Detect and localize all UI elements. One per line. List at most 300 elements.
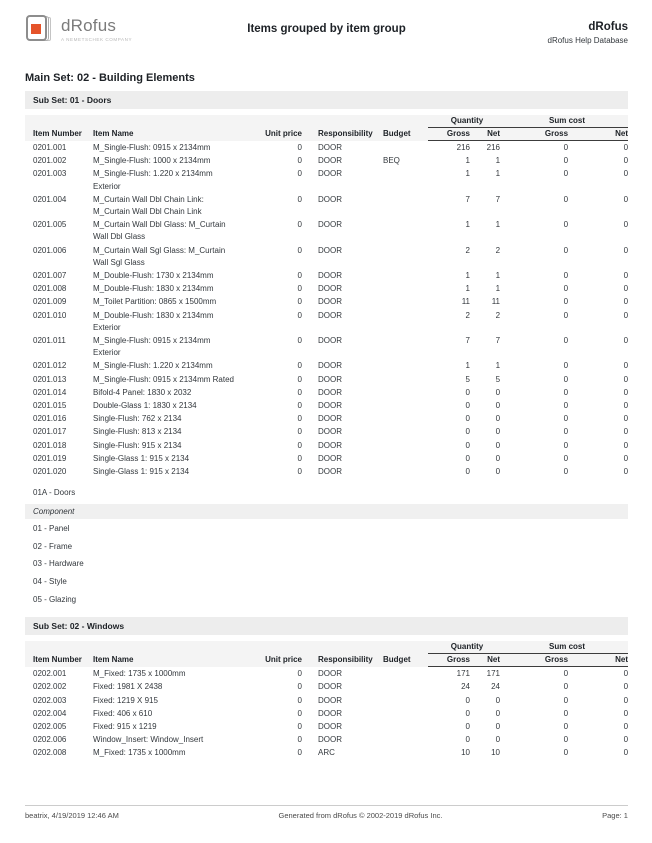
cell-budget (380, 386, 428, 399)
cell-responsibility: DOOR (318, 668, 342, 678)
cell-cost-net: 0 (623, 695, 629, 705)
cell-qty-net: 0 (495, 735, 501, 745)
cell-item-number: 0201.017 (33, 427, 67, 437)
item-row (25, 141, 628, 155)
cell-item-name: M_Fixed: 1735 x 1000mm (93, 668, 186, 678)
group-header: Quantity (428, 115, 506, 128)
cell-qty-gross: 0 (465, 467, 470, 477)
cell-responsibility: DOOR (318, 336, 342, 346)
component-item: 04 - Style (33, 577, 67, 587)
cell-cost-gross: 0 (563, 194, 569, 204)
footer-generated-by: Generated from dRofus © 2002-2019 dRofus Inc. (278, 811, 443, 820)
cell-qty-net: 0 (495, 401, 501, 411)
cell-qty-gross: 2 (465, 310, 470, 320)
component-item: 05 - Glazing (33, 594, 77, 604)
cell-responsibility: DOOR (318, 156, 342, 166)
page-header (25, 14, 628, 62)
col-header: Item Number (25, 654, 85, 667)
item-row (25, 412, 628, 425)
item-row (25, 707, 628, 720)
cell-qty-gross: 7 (465, 336, 470, 346)
cell-qty-net: 0 (495, 427, 501, 437)
cell-cost-gross: 0 (563, 453, 569, 463)
cell-cost-gross: 0 (563, 708, 569, 718)
cell-item-name: M_Single-Flush: 1.220 x 2134mm (93, 361, 213, 371)
cell-budget (380, 439, 428, 452)
cell-responsibility: DOOR (318, 453, 342, 463)
item-row (25, 218, 628, 243)
report-title: Items grouped by item group (247, 23, 406, 35)
logo-brand: dRofus (61, 16, 117, 35)
item-row (25, 439, 628, 452)
cell-cost-gross: 0 (563, 169, 569, 179)
col-header: Gross (506, 654, 576, 667)
col-header: Item Name (85, 128, 250, 141)
footer-user-timestamp: beatrix, 4/19/2019 12:46 AM (25, 811, 119, 820)
cell-cost-net: 0 (623, 310, 629, 320)
cell-budget (380, 412, 428, 425)
item-row (25, 282, 628, 295)
cell-cost-gross: 0 (563, 271, 569, 281)
cell-cost-net: 0 (623, 387, 629, 397)
col-header: Gross (428, 654, 474, 667)
cell-budget (380, 720, 428, 733)
item-row (25, 386, 628, 399)
col-header: Budget (380, 128, 428, 141)
cell-item-number: 0201.020 (33, 467, 67, 477)
cell-qty-gross: 10 (461, 748, 470, 758)
cell-item-number: 0201.004 (33, 194, 67, 204)
item-row (25, 167, 628, 192)
cell-unit-price: 0 (297, 708, 302, 718)
item-row (25, 452, 628, 465)
cell-item-number: 0201.019 (33, 453, 67, 463)
cell-item-name: M_Single-Flush: 0915 x 2134mm Rated (93, 374, 234, 384)
page-footer (25, 805, 628, 820)
cell-unit-price: 0 (297, 142, 302, 152)
cell-cost-net: 0 (623, 194, 629, 204)
cell-budget (380, 694, 428, 707)
cell-responsibility: DOOR (318, 401, 342, 411)
cell-budget (380, 244, 428, 269)
cell-budget (380, 359, 428, 372)
cell-unit-price: 0 (297, 361, 302, 371)
cell-item-name: Single-Flush: 915 x 2134 (93, 440, 182, 450)
item-row (25, 244, 628, 269)
cell-qty-gross: 0 (465, 708, 470, 718)
cell-qty-gross: 5 (465, 374, 470, 384)
cell-qty-gross: 1 (465, 284, 470, 294)
cell-responsibility: DOOR (318, 284, 342, 294)
cell-qty-net: 0 (495, 440, 501, 450)
cell-unit-price: 0 (297, 748, 302, 758)
cell-unit-price: 0 (297, 194, 302, 204)
cell-item-number: 0201.011 (33, 336, 66, 346)
cell-qty-net: 1 (495, 361, 501, 371)
group-header: Sum cost (506, 641, 628, 654)
cell-responsibility: DOOR (318, 361, 342, 371)
cell-cost-net: 0 (623, 271, 629, 281)
cell-cost-net: 0 (623, 297, 629, 307)
cell-item-name: M_Curtain Wall Dbl Chain Link: M_Curtain Wall Dbl Chain Link (93, 194, 204, 217)
cell-budget (380, 707, 428, 720)
group-note: 01A - Doors (33, 488, 76, 498)
items-table (25, 115, 628, 478)
cell-qty-gross: 1 (465, 361, 470, 371)
cell-responsibility: DOOR (318, 467, 342, 477)
cell-unit-price: 0 (297, 401, 302, 411)
cell-cost-gross: 0 (563, 387, 569, 397)
cell-item-number: 0201.007 (33, 271, 67, 281)
cell-unit-price: 0 (297, 271, 302, 281)
cell-item-name: M_Single-Flush: 0915 x 2134mm Exterior (93, 336, 211, 358)
cell-qty-gross: 2 (465, 245, 470, 255)
cell-cost-net: 0 (623, 220, 629, 230)
footer-page-number: Page: 1 (602, 811, 628, 820)
cell-qty-net: 10 (491, 748, 501, 758)
cell-cost-gross: 0 (563, 427, 569, 437)
item-row (25, 309, 628, 334)
cell-qty-gross: 0 (465, 722, 470, 732)
cell-responsibility: DOOR (318, 427, 342, 437)
cell-unit-price: 0 (297, 453, 302, 463)
cell-cost-net: 0 (623, 748, 629, 758)
cell-unit-price: 0 (297, 427, 302, 437)
cell-qty-net: 5 (495, 374, 501, 384)
cell-item-name: Single-Flush: 762 x 2134 (93, 414, 182, 424)
component-item: 01 - Panel (33, 524, 70, 534)
cell-qty-gross: 0 (465, 695, 470, 705)
cell-item-name: Fixed: 1219 X 915 (93, 695, 158, 705)
cell-qty-net: 2 (495, 310, 501, 320)
cell-budget (380, 373, 428, 386)
cell-budget (380, 295, 428, 308)
cell-cost-net: 0 (623, 453, 629, 463)
cell-cost-gross: 0 (563, 682, 569, 692)
cell-cost-net: 0 (623, 374, 629, 384)
cell-budget (380, 465, 428, 478)
cell-cost-gross: 0 (563, 467, 569, 477)
cell-qty-gross: 0 (465, 401, 470, 411)
cell-qty-gross: 0 (465, 387, 470, 397)
cell-cost-net: 0 (623, 669, 629, 679)
cell-responsibility: DOOR (318, 374, 342, 384)
cell-budget (380, 452, 428, 465)
cell-item-number: 0202.002 (33, 682, 67, 692)
cell-qty-net: 1 (495, 169, 501, 179)
cell-responsibility: DOOR (318, 695, 342, 705)
group-header: Quantity (428, 641, 506, 654)
report-body (25, 91, 628, 760)
cell-cost-gross: 0 (563, 143, 569, 152)
cell-item-number: 0201.018 (33, 440, 67, 450)
cell-cost-gross: 0 (563, 722, 569, 732)
cell-unit-price: 0 (297, 220, 302, 230)
cell-item-number: 0201.001 (33, 142, 67, 152)
cell-qty-net: 216 (486, 143, 501, 152)
cell-qty-gross: 1 (465, 156, 470, 166)
cell-qty-net: 0 (495, 695, 501, 705)
cell-cost-gross: 0 (563, 284, 569, 294)
cell-unit-price: 0 (297, 336, 302, 346)
cell-item-name: M_Single-Flush: 0915 x 2134mm (93, 142, 211, 152)
item-row (25, 334, 628, 359)
cell-cost-gross: 0 (563, 245, 569, 255)
cell-budget (380, 167, 428, 192)
cell-qty-net: 1 (495, 220, 501, 230)
cell-qty-net: 7 (495, 336, 501, 346)
cell-budget (380, 425, 428, 438)
col-header: Item Name (85, 654, 250, 667)
cell-cost-gross: 0 (563, 220, 569, 230)
cell-item-name: Bifold-4 Panel: 1830 x 2032 (93, 387, 192, 397)
cell-item-number: 0201.013 (33, 374, 67, 384)
cell-responsibility: DOOR (318, 142, 342, 152)
cell-cost-net: 0 (623, 722, 629, 732)
cell-responsibility: DOOR (318, 169, 342, 179)
cell-qty-net: 2 (495, 245, 501, 255)
cell-qty-net: 24 (491, 682, 501, 692)
cell-unit-price: 0 (297, 245, 302, 255)
cell-unit-price: 0 (297, 414, 302, 424)
cell-item-number: 0202.005 (33, 722, 67, 732)
cell-qty-net: 0 (495, 722, 501, 732)
cell-cost-net: 0 (623, 361, 629, 371)
cell-cost-net: 0 (623, 467, 629, 477)
cell-responsibility: DOOR (318, 245, 342, 255)
cell-budget (380, 141, 428, 155)
cell-qty-gross: 0 (465, 427, 470, 437)
cell-qty-net: 0 (495, 708, 501, 718)
cell-item-name: Fixed: 915 x 1219 (93, 722, 157, 732)
cell-item-number: 0201.010 (33, 310, 67, 320)
cell-cost-gross: 0 (563, 401, 569, 411)
col-header: Net (576, 654, 628, 667)
col-header: Net (576, 128, 628, 141)
cell-responsibility: DOOR (318, 722, 342, 732)
cell-cost-net: 0 (623, 735, 629, 745)
cell-unit-price: 0 (297, 374, 302, 384)
item-row (25, 425, 628, 438)
cell-cost-net: 0 (623, 143, 629, 152)
cell-cost-gross: 0 (563, 310, 569, 320)
cell-cost-gross: 0 (563, 156, 569, 166)
cell-budget (380, 746, 428, 759)
cell-qty-net: 11 (491, 297, 501, 307)
component-item: 03 - Hardware (33, 559, 84, 569)
cell-responsibility: DOOR (318, 194, 342, 204)
component-item: 02 - Frame (33, 541, 73, 551)
cell-item-number: 0201.014 (33, 387, 67, 397)
cell-cost-net: 0 (623, 336, 629, 346)
item-row (25, 359, 628, 372)
cell-item-number: 0201.006 (33, 245, 67, 255)
group-header: Sum cost (506, 115, 628, 128)
cell-budget (380, 667, 428, 681)
cell-qty-gross: 1 (465, 169, 470, 179)
component-header: Component (25, 504, 628, 519)
cell-qty-net: 0 (495, 414, 501, 424)
item-row (25, 667, 628, 681)
cell-item-name: M_Double-Flush: 1730 x 2134mm (93, 271, 214, 281)
cell-item-name: M_Curtain Wall Sgl Glass: M_Curtain Wall Sgl Glass (93, 245, 226, 267)
subset-title: Sub Set: 01 - Doors (25, 91, 628, 109)
item-row (25, 720, 628, 733)
item-row (25, 694, 628, 707)
cell-qty-gross: 0 (465, 453, 470, 463)
col-header: Gross (428, 128, 474, 141)
cell-item-name: Single-Glass 1: 915 x 2134 (93, 467, 190, 477)
cell-qty-net: 0 (495, 467, 501, 477)
cell-unit-price: 0 (297, 284, 302, 294)
cell-unit-price: 0 (297, 668, 302, 678)
cell-qty-gross: 216 (456, 143, 470, 152)
cell-unit-price: 0 (297, 156, 302, 166)
cell-responsibility: DOOR (318, 414, 342, 424)
cell-item-name: Fixed: 1981 X 2438 (93, 682, 163, 692)
logo-tagline: A NEMETSCHEK COMPANY (61, 37, 133, 42)
cell-qty-gross: 0 (465, 440, 470, 450)
cell-qty-net: 7 (495, 194, 501, 204)
cell-responsibility: DOOR (318, 220, 342, 230)
cell-unit-price: 0 (297, 467, 302, 477)
cell-qty-gross: 1 (465, 220, 470, 230)
col-header: Item Number (25, 128, 85, 141)
cell-unit-price: 0 (297, 695, 302, 705)
cell-qty-net: 171 (486, 669, 501, 679)
cell-item-name: M_Single-Flush: 1000 x 2134mm (93, 156, 211, 166)
cell-cost-net: 0 (623, 169, 629, 179)
item-row (25, 193, 628, 218)
item-row (25, 373, 628, 386)
col-header: Gross (506, 128, 576, 141)
cell-responsibility: DOOR (318, 271, 342, 281)
cell-unit-price: 0 (297, 440, 302, 450)
col-header: Net (474, 128, 506, 141)
cell-cost-net: 0 (623, 401, 629, 411)
cell-qty-gross: 1 (465, 271, 470, 281)
subset-section (25, 617, 628, 759)
item-row (25, 680, 628, 693)
cell-qty-gross: 11 (461, 297, 470, 307)
cell-cost-net: 0 (623, 427, 629, 437)
cell-budget (380, 218, 428, 243)
cell-cost-gross: 0 (563, 374, 569, 384)
database-subtitle: dRofus Help Database (547, 36, 628, 45)
cell-item-number: 0201.009 (33, 297, 67, 307)
cell-cost-net: 0 (623, 414, 629, 424)
cell-cost-gross: 0 (563, 440, 569, 450)
cell-cost-net: 0 (623, 156, 629, 166)
cell-responsibility: DOOR (318, 440, 342, 450)
cell-item-number: 0201.002 (33, 156, 67, 166)
cell-cost-gross: 0 (563, 297, 569, 307)
subset-section (25, 91, 628, 607)
cell-item-name: Double-Glass 1: 1830 x 2134 (93, 401, 197, 411)
item-row (25, 295, 628, 308)
cell-unit-price: 0 (297, 735, 302, 745)
items-table (25, 641, 628, 759)
cell-responsibility: ARC (318, 748, 335, 758)
cell-qty-gross: 7 (465, 194, 470, 204)
cell-item-number: 0202.004 (33, 708, 67, 718)
cell-qty-net: 1 (495, 156, 501, 166)
cell-item-name: Single-Flush: 813 x 2134 (93, 427, 182, 437)
cell-unit-price: 0 (297, 387, 302, 397)
group-header-spacer (25, 641, 428, 654)
cell-item-name: Fixed: 406 x 610 (93, 708, 153, 718)
cell-responsibility: DOOR (318, 682, 342, 692)
cell-cost-gross: 0 (563, 669, 569, 679)
cell-budget (380, 399, 428, 412)
cell-item-name: M_Toilet Partition: 0865 x 1500mm (93, 297, 217, 307)
cell-item-number: 0201.015 (33, 401, 67, 411)
cell-cost-net: 0 (623, 708, 629, 718)
cell-item-number: 0201.016 (33, 414, 67, 424)
cell-cost-net: 0 (623, 284, 629, 294)
item-row (25, 465, 628, 478)
cell-responsibility: DOOR (318, 735, 342, 745)
cell-unit-price: 0 (297, 297, 302, 307)
col-header: Unit price (250, 128, 302, 141)
database-header (548, 21, 629, 45)
database-title: dRofus (588, 21, 628, 33)
item-row (25, 154, 628, 167)
cell-item-name: M_Fixed: 1735 x 1000mm (93, 748, 186, 758)
cell-budget (380, 680, 428, 693)
cell-item-name: M_Double-Flush: 1830 x 2134mm (93, 284, 214, 294)
col-header: Net (474, 654, 506, 667)
cell-cost-gross: 0 (563, 748, 569, 758)
cell-item-name: Window_Insert: Window_Insert (93, 735, 204, 745)
cell-item-number: 0202.001 (33, 668, 67, 678)
cell-cost-net: 0 (623, 440, 629, 450)
cell-qty-gross: 171 (456, 669, 470, 679)
cell-unit-price: 0 (297, 169, 302, 179)
cell-qty-gross: 24 (461, 682, 470, 692)
cell-qty-net: 1 (495, 271, 501, 281)
cell-budget (380, 269, 428, 282)
cell-budget: BEQ (383, 156, 400, 166)
cell-item-number: 0201.005 (33, 220, 67, 230)
cell-budget (380, 334, 428, 359)
col-header: Responsibility (302, 128, 380, 141)
cell-cost-net: 0 (623, 682, 629, 692)
cell-item-number: 0202.008 (33, 748, 67, 758)
cell-responsibility: DOOR (318, 310, 342, 320)
cell-qty-net: 1 (495, 284, 501, 294)
item-row (25, 269, 628, 282)
cell-cost-net: 0 (623, 245, 629, 255)
col-header: Budget (380, 654, 428, 667)
cell-qty-gross: 0 (465, 735, 470, 745)
cell-item-number: 0202.003 (33, 695, 67, 705)
cell-cost-gross: 0 (563, 735, 569, 745)
item-row (25, 399, 628, 412)
cell-cost-gross: 0 (563, 336, 569, 346)
cell-budget (380, 282, 428, 295)
cell-qty-gross: 0 (465, 414, 470, 424)
cell-item-name: M_Curtain Wall Dbl Glass: M_Curtain Wall Dbl Glass (93, 220, 226, 242)
cell-cost-gross: 0 (563, 414, 569, 424)
col-header: Responsibility (302, 654, 380, 667)
cell-unit-price: 0 (297, 722, 302, 732)
cell-qty-net: 0 (495, 387, 501, 397)
cell-item-number: 0201.012 (33, 361, 67, 371)
cell-responsibility: DOOR (318, 708, 342, 718)
cell-budget (380, 309, 428, 334)
cell-item-name: M_Double-Flush: 1830 x 2134mm Exterior (93, 310, 214, 332)
